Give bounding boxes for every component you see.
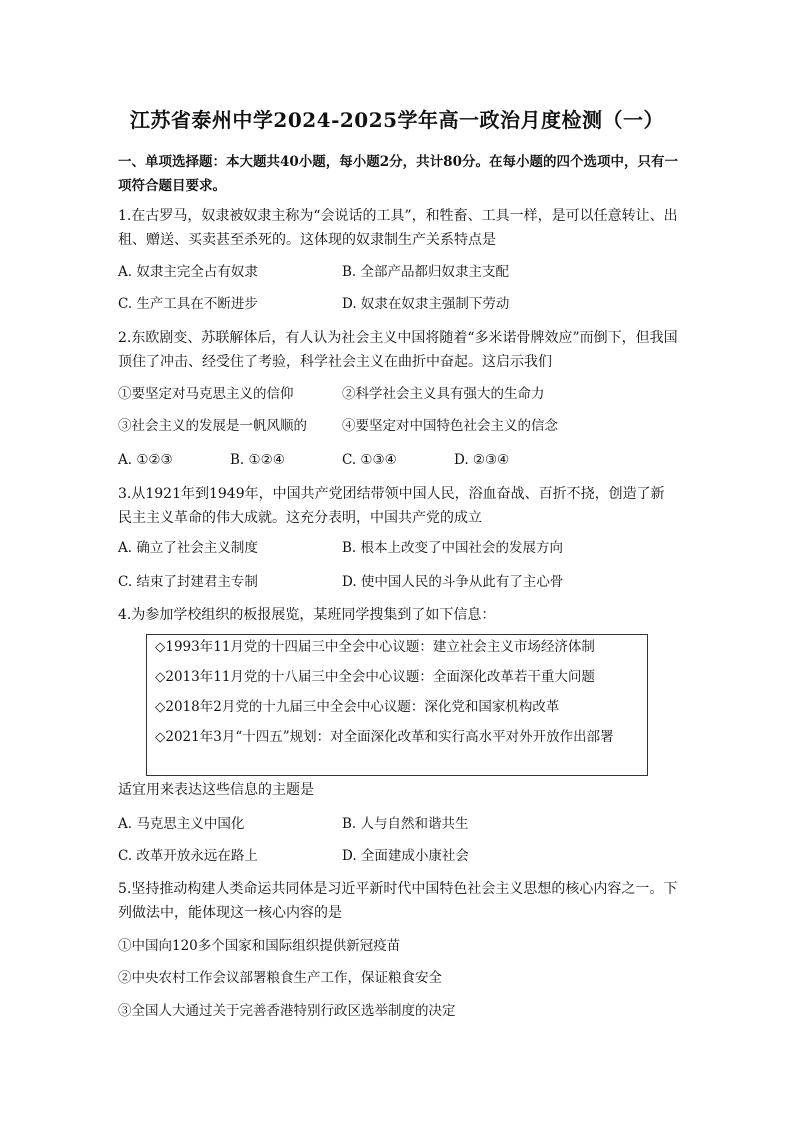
question-5-stem: 5.坚持推动构建人类命运共同体是习近平新时代中国特色社会主义思想的核心内容之一。下列做法中，能体现这一核心内容的是 bbox=[118, 881, 678, 921]
info-item: ◇2013年11月党的十八届三中全会中心议题：全面深化改革若干重大问题 bbox=[155, 669, 595, 685]
section-heading: 一、单项选择题：本大题共40小题，每小题2分，共计80分。在每小题的四个选项中，只有一项符合题目要求。 bbox=[118, 154, 678, 194]
q2-statement-4: ④要坚定对中国特色社会主义的信念 bbox=[342, 418, 558, 434]
q2-option-d: D. ②③④ bbox=[454, 452, 510, 468]
info-item: ◇2018年2月党的十九届三中全会中心议题：深化党和国家机构改革 bbox=[155, 699, 560, 715]
q3-option-a: A. 确立了社会主义制度 bbox=[118, 540, 258, 556]
page-title: 江苏省泰州中学2024-2025学年高一政治月度检测（一） bbox=[129, 108, 665, 132]
info-box bbox=[146, 634, 648, 776]
q2-statement-1: ①要坚定对马克思主义的信仰 bbox=[118, 386, 294, 402]
question-4-prompt: 适宜用来表达这些信息的主题是 bbox=[118, 782, 314, 798]
question-1-stem: 1.在古罗马，奴隶被奴隶主称为“会说话的工具”，和牲畜、工具一样，是可以任意转让、出租、赠送、买卖甚至杀死的。这体现的奴隶制生产关系特点是 bbox=[118, 208, 678, 248]
q2-option-a: A. ①②③ bbox=[118, 452, 173, 468]
q4-option-c: C. 改革开放永远在路上 bbox=[118, 848, 258, 864]
q2-option-b: B. ①②④ bbox=[230, 452, 285, 468]
q1-option-b: B. 全部产品都归奴隶主支配 bbox=[342, 264, 510, 280]
info-item: ◇1993年11月党的十四届三中全会中心议题：建立社会主义市场经济体制 bbox=[155, 639, 595, 655]
question-3-stem: 3.从1921年到1949年，中国共产党团结带领中国人民，浴血奋战、百折不挠，创造了新民主主义革命的伟大成就。这充分表明，中国共产党的成立 bbox=[118, 486, 665, 526]
q4-option-d: D. 全面建成小康社会 bbox=[342, 848, 469, 864]
q2-option-c: C. ①③④ bbox=[342, 452, 397, 468]
q1-option-d: D. 奴隶在奴隶主强制下劳动 bbox=[342, 296, 510, 312]
info-item: ◇2021年3月“十四五”规划：对全面深化改革和实行高水平对外开放作出部署 bbox=[155, 729, 614, 745]
q5-statement-2: ②中央农村工作会议部署粮食生产工作，保证粮食安全 bbox=[118, 970, 442, 986]
q3-option-b: B. 根本上改变了中国社会的发展方向 bbox=[342, 540, 564, 556]
question-4-stem: 4.为参加学校组织的板报展览，某班同学搜集到了如下信息： bbox=[118, 607, 496, 623]
q3-option-c: C. 结束了封建君主专制 bbox=[118, 574, 258, 590]
q3-option-d: D. 使中国人民的斗争从此有了主心骨 bbox=[342, 574, 564, 590]
q4-option-b: B. 人与自然和谐共生 bbox=[342, 816, 469, 832]
q2-statement-2: ②科学社会主义具有强大的生命力 bbox=[342, 386, 545, 402]
q5-statement-3: ③全国人大通过关于完善香港特别行政区选举制度的决定 bbox=[118, 1003, 456, 1019]
q1-option-a: A. 奴隶主完全占有奴隶 bbox=[118, 264, 258, 280]
q1-option-c: C. 生产工具在不断进步 bbox=[118, 296, 258, 312]
q2-statement-3: ③社会主义的发展是一帆风顺的 bbox=[118, 418, 307, 434]
q5-statement-1: ①中国向120多个国家和国际组织提供新冠疫苗 bbox=[118, 938, 401, 954]
q4-option-a: A. 马克思主义中国化 bbox=[118, 816, 245, 832]
question-2-stem: 2.东欧剧变、苏联解体后，有人认为社会主义中国将随着“多米诺骨牌效应”而倒下，但我国顶住了冲击、经受住了考验，科学社会主义在曲折中奋起。这启示我们 bbox=[118, 330, 678, 370]
